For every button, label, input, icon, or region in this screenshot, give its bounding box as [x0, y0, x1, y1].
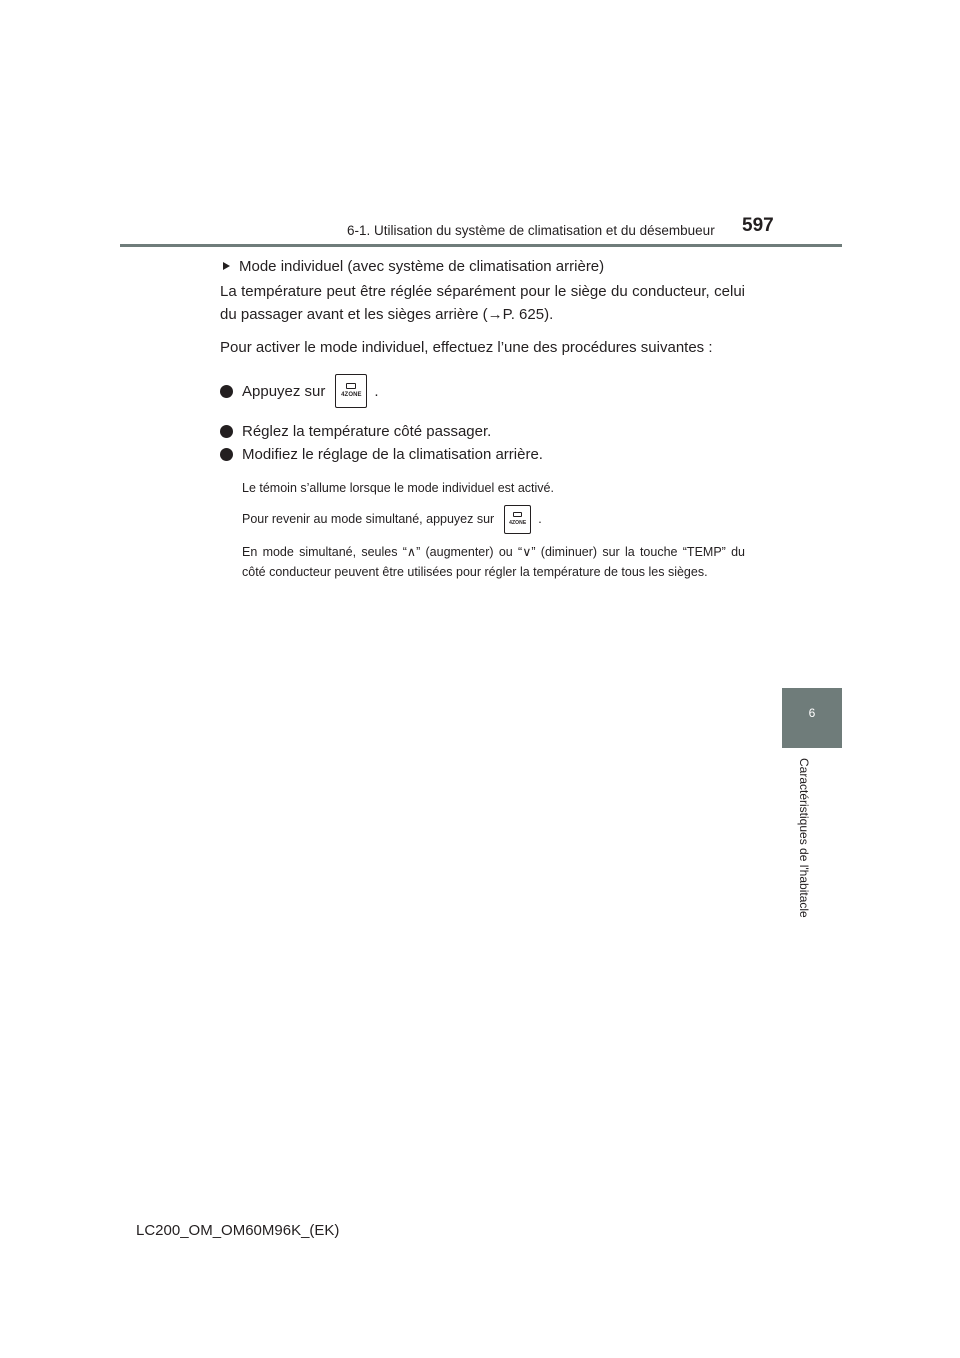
sub-heading: [223, 256, 745, 276]
triangle-bullet-icon: [223, 262, 230, 270]
button-label: 4ZONE: [509, 519, 527, 526]
page-number: 597: [742, 215, 774, 236]
4zone-button-icon: [504, 505, 531, 534]
note-2-prefix: Pour revenir au mode simultané, appuyez sur: [242, 512, 495, 526]
bullet-dot-icon: [220, 448, 233, 461]
4zone-button-icon: [335, 374, 367, 408]
note-2: [242, 504, 745, 534]
indicator-light-icon: [513, 512, 522, 517]
indicator-light-icon: [346, 383, 356, 389]
chapter-number: 6: [808, 706, 816, 720]
section-title: 6-1. Utilisation du système de climatisation et du désembueur: [347, 223, 715, 238]
bullet-text: Modifiez le réglage de la climatisation arrière.: [242, 445, 543, 463]
note-3: En mode simultané, seules “∧” (augmenter) ou “∨” (diminuer) sur la touche “TEMP” du côté conducteur peuvent être utilisées pour régler la température de tous les sièges.: [242, 545, 745, 579]
notes: [242, 478, 745, 582]
paragraph-2: Pour activer le mode individuel, effectuez l’une des procédures suivantes :: [220, 339, 713, 356]
note-2-suffix: .: [538, 512, 542, 526]
bullet-prefix: Appuyez sur: [242, 382, 326, 400]
header-rule: [120, 244, 842, 247]
note-1: Le témoin s’allume lorsque le mode individuel est activé.: [242, 481, 554, 495]
bullet-text: Réglez la température côté passager.: [242, 422, 492, 440]
button-label: 4ZONE: [341, 392, 362, 398]
doc-code: LC200_OM_OM60M96K_(EK): [136, 1222, 340, 1239]
bullet-dot-icon: [220, 425, 233, 438]
bullet-item-press-button: [220, 373, 745, 409]
bullet-item-passenger-temp: [220, 421, 745, 441]
main-content: [220, 256, 745, 582]
sub-heading-text: Mode individuel (avec système de climatisation arrière): [239, 257, 605, 275]
bullet-suffix: .: [374, 382, 379, 400]
chapter-title: Caractéristiques de l'habitacle: [797, 758, 811, 918]
bullet-dot-icon: [220, 385, 233, 398]
bullet-item-rear-climate: [220, 444, 745, 464]
paragraph-1: La température peut être réglée séparément pour le siège du conducteur, celui du passager avant et les sièges arrière (→P. 625).: [220, 283, 745, 323]
